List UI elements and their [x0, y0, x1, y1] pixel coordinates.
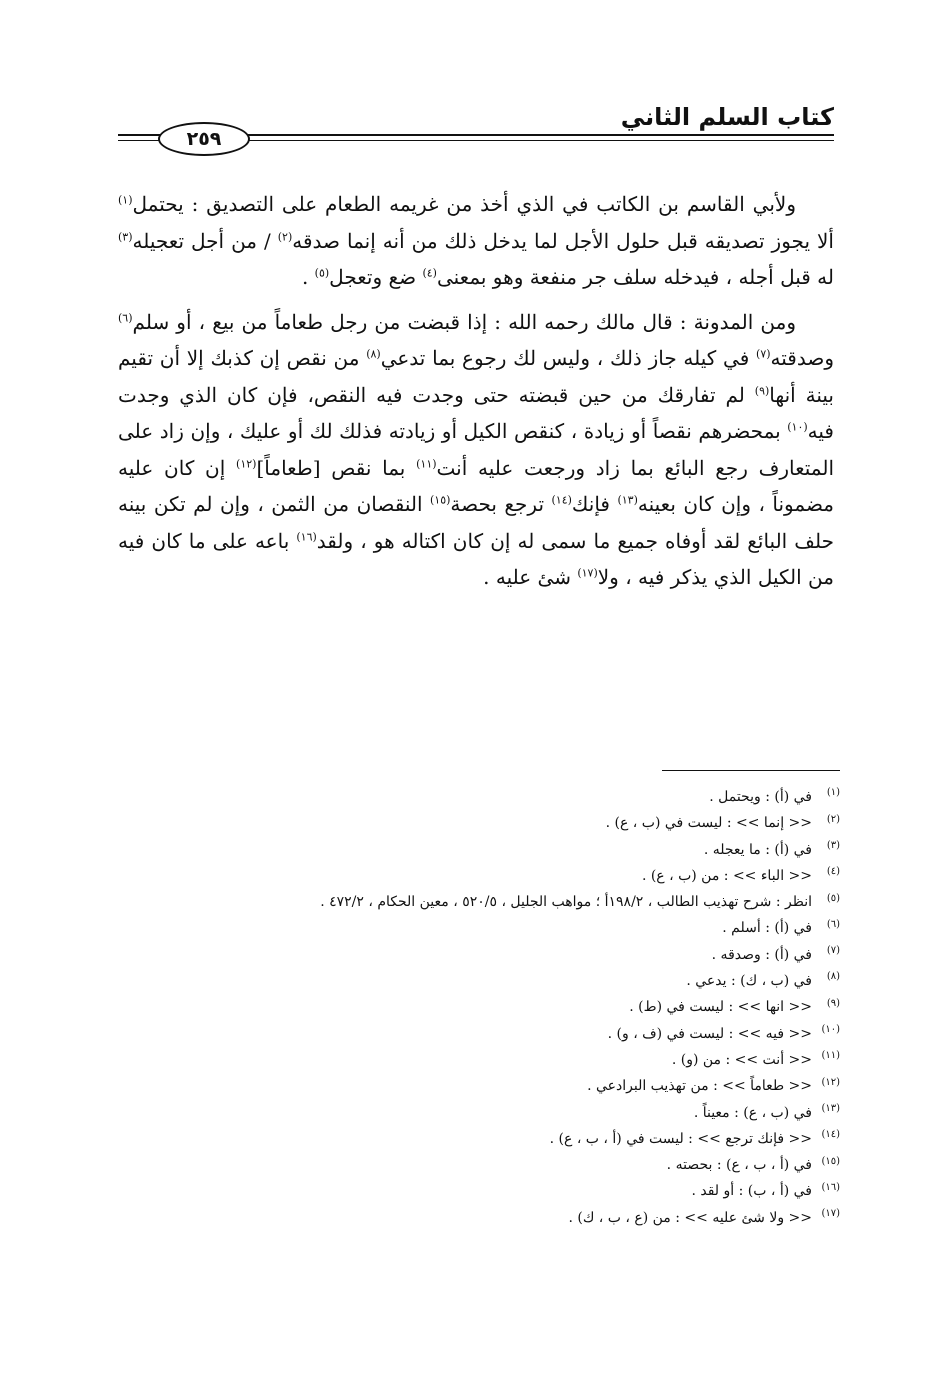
- footnote-marker: (١٥): [429, 493, 451, 507]
- footnote-text: << الباء >> : من (ب ، ع) .: [641, 867, 812, 884]
- text-run: ضع وتعجل: [329, 265, 423, 289]
- footnote-item: (١٠)<< فيه >> : ليست في (ف ، و) .: [607, 1024, 840, 1042]
- footnote-item: (١١)<< أنت >> : من (و) .: [671, 1050, 840, 1068]
- page-number: ٢٥٩: [158, 122, 250, 156]
- footnote-marker: (١٦): [296, 529, 317, 543]
- footnote-text: << ولا شئ عليه >> : من (ع ، ب ، ك) .: [568, 1209, 812, 1226]
- footnote-marker: (٤): [422, 266, 437, 280]
- text-run: وصدقته: [770, 346, 834, 370]
- footnote-marker: (١): [118, 193, 133, 207]
- footnotes-list: [120, 784, 840, 1231]
- footnote-text: انظر : شرح تهذيب الطالب ، ١٩٨/٢أ ؛ مواهب الجليل ، ٥٢٠/٥ ، معين الحكام ، ٤٧٢/٢ .: [320, 894, 812, 911]
- footnote-item: (١٣)في (ب ، ع) : معيناً .: [693, 1102, 840, 1121]
- paragraph: [118, 304, 834, 596]
- footnote-text: في (أ) : وصدقه .: [711, 946, 812, 963]
- footnote-text: << فيه >> : ليست في (ف ، و) .: [607, 1025, 812, 1042]
- footnote-text: في (أ ، ب ، ع) : بحصته .: [666, 1157, 812, 1174]
- footnote-item: (١٦)في (أ ، ب) : أو لقد .: [691, 1181, 840, 1200]
- text-run: ولأبي القاسم بن الكاتب في الذي أخذ من غريمه الطعام على التصديق : يحتمل: [132, 192, 796, 216]
- text-run: / من أجل تعجيله: [132, 228, 278, 253]
- footnote-marker: (٢): [277, 229, 293, 243]
- text-run: له قبل أجله ، فيدخله سلف جر منفعة وهو بمعنى: [436, 265, 834, 289]
- footnote-marker: (٧): [756, 347, 771, 361]
- footnote-marker: (٦): [118, 310, 133, 324]
- text-run: بمحضرهم نقصاً أو زيادة ، كنقص الكيل أو زيادته فذلك لك أو عليك ، وإن زاد على المتعارف رجع البائع بما زاد ورجعت عليه أنت: [118, 419, 834, 480]
- footnote-text: في (أ) : ويحتمل .: [709, 789, 812, 805]
- text-run: باعه على ما كان فيه من الكيل الذي يذكر فيه ، ولا: [118, 528, 834, 589]
- footnote-text: في (أ) : ما يعجله .: [703, 841, 812, 858]
- text-run: إن كان عليه مضموناً ، وإن كان بعينه: [118, 455, 834, 516]
- text-run: .: [301, 265, 315, 289]
- footnote-item: (١٤)<< فإنك ترجع >> : ليست في (أ ، ب ، ع) .: [549, 1129, 840, 1147]
- footnote-marker: (٣): [118, 229, 133, 243]
- text-run: فإنك: [571, 492, 618, 516]
- footnote-item: (١٢)<< طعاماً >> : من تهذيب البرادعي .: [587, 1076, 840, 1095]
- text-run: النقصان من الثمن ، وإن لم تكن بينه حلف البائع لقد أوفاه جميع ما سمى له إن كان اكتاله هو ، ولقد: [118, 492, 834, 553]
- text-run: ألا يجوز تصديقه قبل حلول الأجل لما يدخل ذلك من أنه إنما صدقه: [292, 228, 834, 253]
- footnote-marker: (٩): [754, 383, 770, 397]
- footnote-text: << إنما >> : ليست في (ب ، ع) .: [605, 815, 812, 832]
- book-title: كتاب السلم الثاني: [615, 102, 834, 132]
- footnote-text: في (أ) : أسلم .: [722, 920, 812, 937]
- footnote-text: << أنت >> : من (و) .: [671, 1051, 812, 1068]
- footnote-item: (٦)في (أ) : أسلم .: [722, 918, 840, 937]
- footnote-item: (٨)في (ب ، ك) : يدعي .: [686, 971, 840, 990]
- text-run: ترجع بحصة: [450, 492, 552, 516]
- text-run: بما نقص [طعاماً]: [256, 455, 417, 480]
- text-run: شئ عليه .: [483, 565, 578, 589]
- footnote-text: << طعاماً >> : من تهذيب البرادعي .: [587, 1078, 812, 1095]
- text-run: ومن المدونة : قال مالك رحمه الله : إذا قبضت من رجل طعاماً من بيع ، أو سلم: [132, 309, 796, 334]
- footnote-item: (٧)في (أ) : وصدقه .: [711, 945, 840, 963]
- footnote-marker: (٨): [366, 347, 381, 361]
- footnote-marker: (١٢): [236, 456, 257, 470]
- footnote-text: << انها >> : ليست في (ط) .: [629, 999, 812, 1016]
- footnote-item: (٢)<< إنما >> : ليست في (ب ، ع) .: [605, 813, 840, 832]
- footnote-item: (٤)<< الباء >> : من (ب ، ع) .: [641, 866, 840, 884]
- footnote-separator: [662, 770, 840, 771]
- footnote-item: (٣)في (أ) : ما يعجله .: [703, 839, 840, 858]
- footnote-text: في (ب ، ك) : يدعي .: [686, 973, 812, 990]
- footnote-marker: (١٤): [551, 493, 572, 507]
- paragraph: [118, 186, 834, 296]
- footnote-item: (١)في (أ) : ويحتمل .: [709, 787, 840, 805]
- page-header: [118, 98, 834, 158]
- footnote-marker: (١١): [416, 456, 437, 470]
- footnote-text: << فإنك ترجع >> : ليست في (أ ، ب ، ع) .: [549, 1130, 812, 1147]
- footnote-marker: (١٠): [787, 420, 808, 434]
- footnote-text: في (أ ، ب) : أو لقد .: [691, 1183, 812, 1200]
- footnote-marker: (٥): [314, 266, 330, 280]
- footnote-item: (٩)<< انها >> : ليست في (ط) .: [629, 997, 840, 1016]
- footnote-text: في (ب ، ع) : معيناً .: [693, 1104, 812, 1121]
- footnote-item: (١٧)<< ولا شئ عليه >> : من (ع ، ب ، ك) .: [568, 1208, 840, 1226]
- footnote-item: (١٥)في (أ ، ب ، ع) : بحصته .: [666, 1155, 840, 1174]
- text-run: في كيله جاز ذلك ، وليس لك رجوع بما تدعي: [380, 346, 757, 370]
- main-text: [118, 186, 834, 596]
- text-run: من نقص إن كذبك إلا أن تقيم بينة أنها: [118, 346, 834, 407]
- footnote-marker: (١٣): [617, 493, 638, 507]
- footnote-item: (٥)انظر : شرح تهذيب الطالب ، ١٩٨/٢أ ؛ مواهب الجليل ، ٥٢٠/٥ ، معين الحكام ، ٤٧٢/٢ .: [320, 892, 840, 911]
- footnote-marker: (١٧): [577, 566, 598, 580]
- text-run: لم تفارقك من حين قبضته حتى وجدت فيه النقص، فإن كان الذي وجدت فيه: [118, 382, 834, 443]
